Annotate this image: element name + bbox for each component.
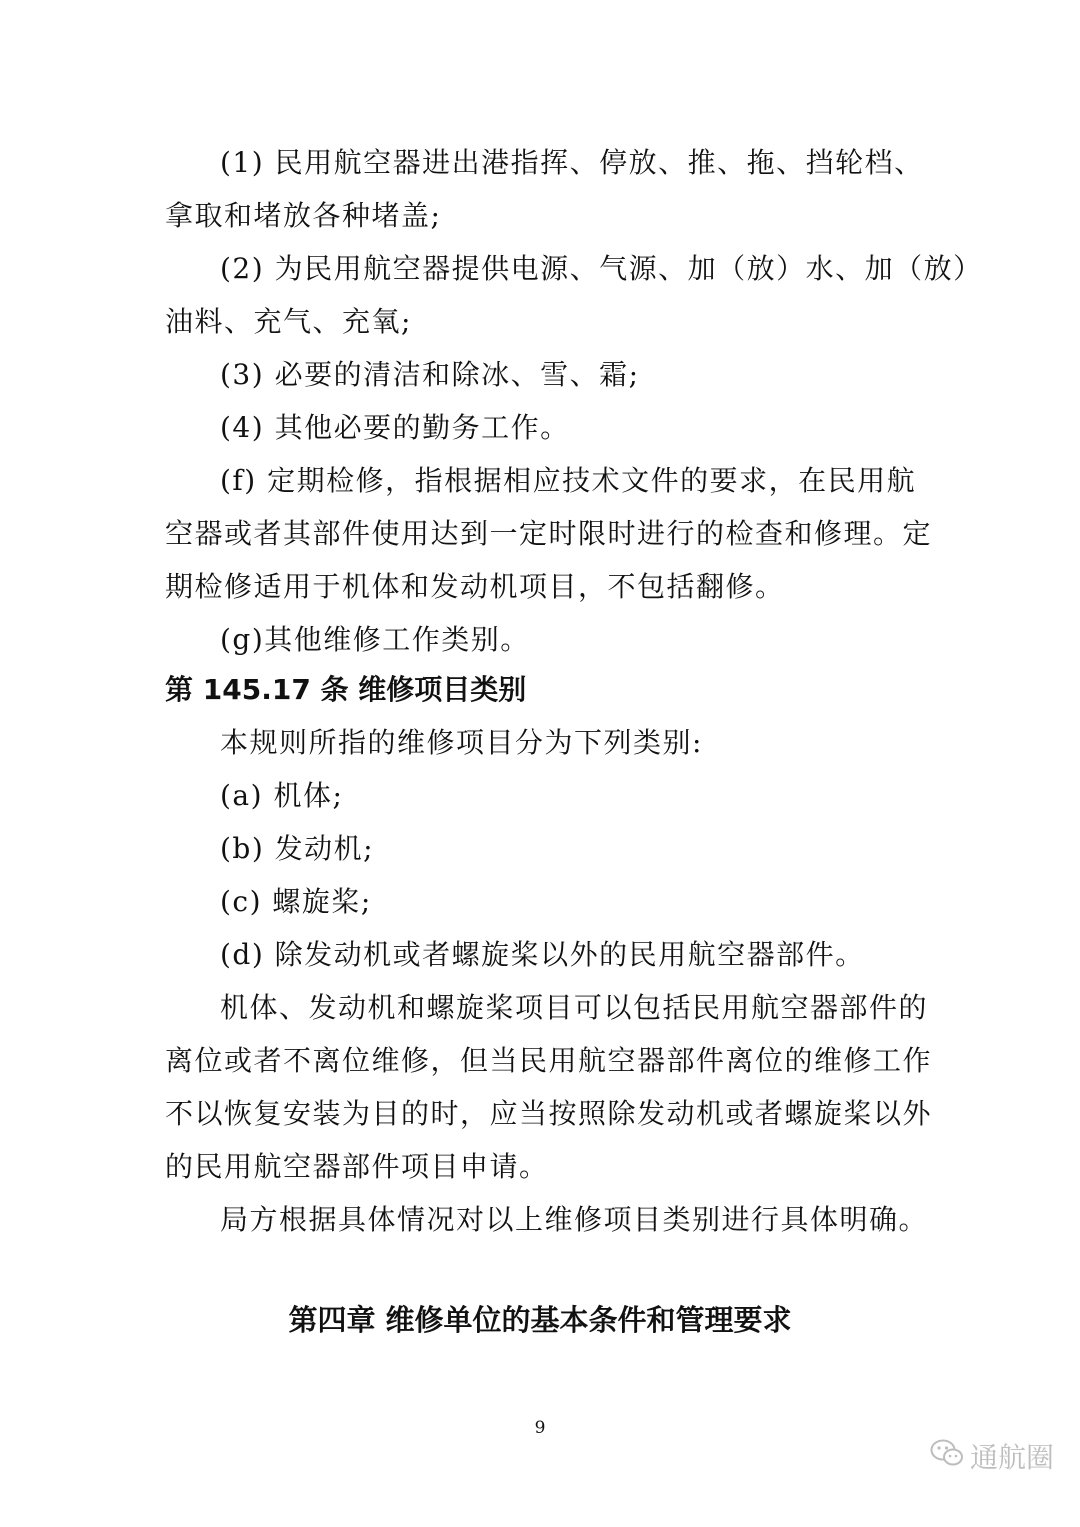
page-number: 9 xyxy=(534,1418,546,1438)
paragraph-line-scope-2: 离位或者不离位维修，但当民用航空器部件离位的维修工作 xyxy=(165,1044,933,1077)
paragraph-line-list-1-start: (1) 民用航空器进出港指挥、停放、推、拖、挡轮档、 xyxy=(220,146,924,179)
paragraph-line-scope-4: 的民用航空器部件项目申请。 xyxy=(165,1150,549,1183)
paragraph-line-list-2-end: 油料、充气、充氧; xyxy=(165,305,412,338)
paragraph-line-item-f-2: 空器或者其部件使用达到一定时限时进行的检查和修理。定 xyxy=(165,517,933,550)
paragraph-line-item-f-1: (f) 定期检修，指根据相应技术文件的要求，在民用航 xyxy=(220,464,917,497)
paragraph-line-item-g: (g)其他维修工作类别。 xyxy=(220,623,530,656)
paragraph-line-list-1-end: 拿取和堵放各种堵盖; xyxy=(165,199,442,232)
watermark xyxy=(930,1436,1054,1476)
paragraph-line-item-b: (b) 发动机; xyxy=(220,832,375,865)
paragraph-line-item-a: (a) 机体; xyxy=(220,779,344,812)
article-heading: 第 145.17 条 维修项目类别 xyxy=(165,673,527,706)
paragraph-line-scope-1: 机体、发动机和螺旋桨项目可以包括民用航空器部件的 xyxy=(220,991,929,1024)
chapter-heading: 第四章 维修单位的基本条件和管理要求 xyxy=(288,1303,792,1337)
paragraph-line-item-f-3: 期检修适用于机体和发动机项目，不包括翻修。 xyxy=(165,570,785,603)
paragraph-line-list-4: (4) 其他必要的勤务工作。 xyxy=(220,411,570,444)
paragraph-line-scope-3: 不以恢复安装为目的时，应当按照除发动机或者螺旋桨以外 xyxy=(165,1097,933,1130)
paragraph-line-authority: 局方根据具体情况对以上维修项目类别进行具体明确。 xyxy=(220,1203,929,1236)
paragraph-line-intro: 本规则所指的维修项目分为下列类别: xyxy=(220,726,703,759)
paragraph-line-list-2-start: (2) 为民用航空器提供电源、气源、加（放）水、加（放） xyxy=(220,252,983,285)
paragraph-line-list-3: (3) 必要的清洁和除冰、雪、霜; xyxy=(220,358,640,391)
paragraph-line-item-d: (d) 除发动机或者螺旋桨以外的民用航空器部件。 xyxy=(220,938,865,971)
paragraph-line-item-c: (c) 螺旋桨; xyxy=(220,885,372,918)
wechat-icon xyxy=(930,1438,970,1475)
watermark-text: 通航圈 xyxy=(970,1441,1055,1474)
